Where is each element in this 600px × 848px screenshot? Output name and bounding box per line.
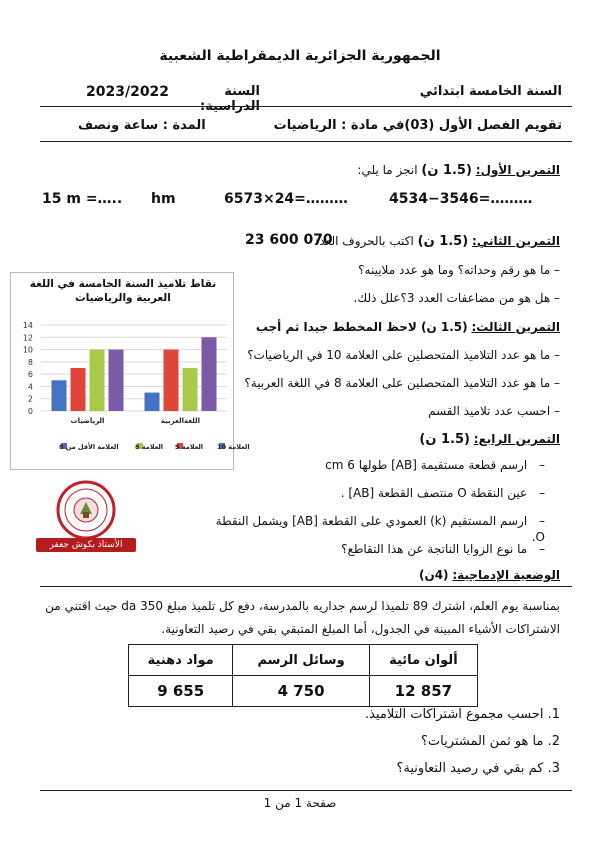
exercise-1-points: (1.5 ن)	[421, 163, 472, 178]
exercise-1-title: التمرين الأول:	[475, 163, 560, 177]
exercise-4-question-2	[215, 485, 545, 501]
exercise-2-title: التمرين الثاني:	[472, 234, 560, 248]
integration-text-2: الاشتراكات الأشياء المبينة في الجدول، أما المبلغ المتبقي بقي في رصيد التعاونية.	[161, 622, 560, 636]
table-value-row	[129, 676, 478, 707]
chart-title: نقاط تلاميذ السنة الخامسة في اللغة العربية والرياضيات	[29, 278, 217, 304]
exercise-4-title: التمرين الرابع:	[473, 432, 560, 446]
header-divider-2	[40, 141, 572, 142]
bar	[71, 368, 86, 411]
header-divider	[40, 106, 572, 107]
y-tick-label: 4	[27, 382, 33, 392]
bar-chart	[11, 273, 250, 469]
exercise-1-header	[260, 162, 560, 179]
exercise-3-question-1: – ما هو عدد التلاميذ المتحصلين على العلامة 10 في الرياضيات؟	[247, 348, 560, 362]
exercise-1-instruction: انجز ما يلي:	[357, 163, 418, 177]
exercise-4-dash-1: –	[539, 458, 545, 472]
purchases-table	[128, 644, 478, 707]
exercise-4-dash-4: –	[539, 542, 545, 556]
republic-title: الجمهورية الجزائرية الديمقراطية الشعبية	[159, 48, 441, 64]
exercise-4-question-4	[215, 541, 545, 557]
x-category-label: الرياضيات	[70, 417, 105, 425]
exercise-4-dash-3: –	[539, 514, 545, 528]
y-tick-label: 10	[22, 345, 33, 355]
bar	[52, 380, 67, 411]
stamp-caption: الأستاذ بكوش جعفر	[36, 538, 136, 552]
exercise-3-question-2: – ما هو عدد التلاميذ المتحصلين على العلامة 8 في اللغة العربية؟	[244, 376, 560, 390]
bar	[145, 393, 160, 411]
table-header-cell: ألوان مائية	[369, 645, 477, 676]
y-tick-label: 0	[27, 407, 33, 416]
integration-question-1: 1. احسب مجموع اشتراكات التلاميذ.	[365, 707, 560, 722]
exercise-4-dash-2: –	[539, 486, 545, 500]
exercise-4-question-4-text: ما نوع الزوايا الناتجة عن هذا التقاطع؟	[341, 542, 528, 556]
table-header-row	[129, 645, 478, 676]
exercise-4-header	[260, 431, 560, 448]
page-number: صفحة 1 من 1	[263, 796, 337, 810]
exercise-4-question-2-text: عين النقطة O منتصف القطعة [AB] .	[340, 486, 528, 500]
table-value-cell: 12 857	[369, 676, 477, 707]
exercise-2-instruction: اكتب بالحروف العدد	[314, 234, 414, 248]
legend-label: العلامة 8	[135, 443, 164, 451]
exercise-1-conversion: 15 m =…..	[42, 191, 123, 207]
legend-label: العلامة 9	[175, 443, 204, 451]
exercise-2-number: 23 600 070	[245, 232, 333, 248]
bar	[202, 337, 217, 411]
bar	[90, 350, 105, 411]
footer-divider	[40, 790, 572, 791]
table-value-cell: 9 655	[129, 676, 233, 707]
duration: المدة : ساعة ونصف	[78, 118, 206, 133]
exercise-4-points: (1.5 ن)	[419, 432, 470, 447]
exercise-3-title: التمرين الثالث:	[471, 320, 560, 334]
legend-label: العلامة الأقل من 8	[59, 443, 119, 451]
school-year-label: السنة الدراسية:	[200, 84, 260, 114]
bar	[183, 368, 198, 411]
table-value-cell: 4 750	[233, 676, 369, 707]
integration-header	[260, 568, 560, 582]
exercise-4-question-1-text: ارسم قطعة مستقيمة [AB] طولها 6 cm	[325, 458, 528, 472]
exercise-2-question-2: – هل هو من مضاعفات العدد 3؟علل ذلك.	[353, 291, 560, 305]
y-tick-label: 6	[27, 370, 33, 380]
exercise-2-points: (1.5 ن)	[417, 234, 469, 249]
bar	[164, 350, 179, 411]
integration-question-3: 3. كم بقي في رصيد التعاونية؟	[396, 761, 560, 776]
school-year-value: 2023/2022	[86, 84, 170, 100]
exercise-3-heading: (1.5 ن) لاحظ المخطط جيدا ثم أجب	[255, 320, 468, 334]
integration-title: الوضعية الإدماجية:	[452, 568, 560, 582]
legend-label: العلامة 10	[217, 443, 250, 451]
integration-text-1: بمناسبة يوم العلم، اشترك 89 تلميذا لرسم جداريه بالمدرسة، دفع كل تلميذ مبلغ 350 da حيث اقتني من	[45, 599, 560, 613]
exercise-2-question-1: – ما هو رقم وحداته؟ وما هو عدد ملايينه؟	[358, 263, 560, 277]
table-header-cell: مواد دهنية	[129, 645, 233, 676]
teacher-stamp	[26, 478, 146, 556]
table-header-cell: وسائل الرسم	[233, 645, 369, 676]
exercise-3-header	[230, 319, 560, 335]
grade-label: السنة الخامسة ابتدائي	[419, 84, 562, 99]
integration-divider	[40, 586, 572, 587]
exam-title: تقويم الفصل الأول (03)في مادة : الرياضيات	[273, 118, 562, 133]
exercise-1-op2: 6573×24=………	[224, 191, 348, 207]
exercise-3-question-3: – احسب عدد تلاميذ القسم	[428, 404, 560, 418]
integration-points: (4ن)	[418, 568, 449, 582]
exercise-4-question-1	[215, 457, 545, 473]
exercise-4-question-3-text: ارسم المستقيم (k) العمودي على القطعة [AB] ويشمل النقطة O.	[215, 514, 545, 544]
y-tick-label: 12	[22, 333, 33, 343]
bar	[109, 350, 124, 411]
y-tick-label: 14	[22, 321, 33, 330]
y-tick-label: 2	[27, 394, 33, 404]
exercise-1-unit: hm	[151, 191, 176, 207]
integration-question-2: 2. ما هو ثمن المشتريات؟	[421, 734, 560, 749]
exercise-1-op1: 4534−3546=………	[389, 191, 533, 207]
y-tick-label: 8	[27, 357, 33, 367]
x-category-label: اللغةالعربية	[160, 417, 201, 425]
bar-chart-frame	[10, 272, 250, 470]
